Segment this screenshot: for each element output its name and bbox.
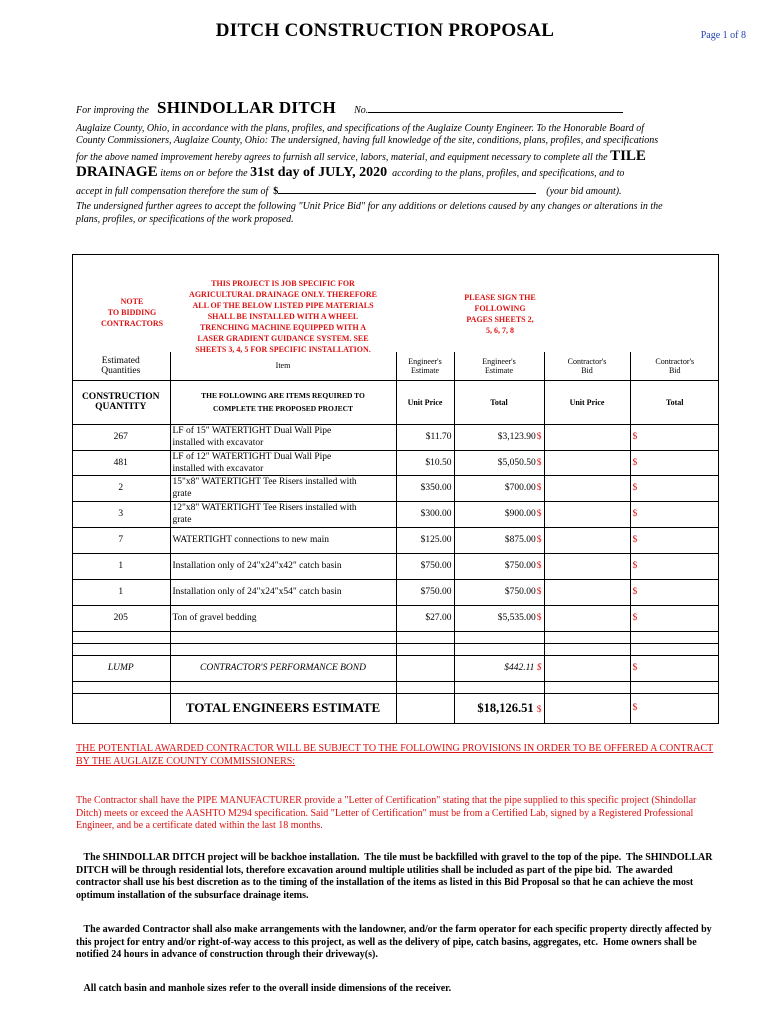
bond-contractor-total-dollar: $ xyxy=(632,663,638,673)
row-contractor-total[interactable] xyxy=(630,527,719,553)
row-total-value: $875.00 xyxy=(504,535,536,545)
header-estimated: Estimated Quantities xyxy=(72,352,170,380)
row-unit-price: $750.00 xyxy=(396,553,454,579)
sub-items-required: THE FOLLOWING ARE ITEMS REQUIRED TO COMPLETE THE PROPOSED PROJECT xyxy=(170,380,396,424)
according-text: according to the plans, profiles, and specifications, and to xyxy=(392,168,625,179)
row-contractor-total[interactable] xyxy=(630,553,719,579)
completion-date: 31st day of JULY, 2020 xyxy=(250,165,388,180)
intro-line-8: plans, profiles, or specifications of the work proposed. xyxy=(76,214,294,225)
row-total-value: $5,535.00 xyxy=(497,613,536,623)
table-row xyxy=(72,424,719,450)
table-row xyxy=(72,450,719,475)
tile-word: TILE xyxy=(610,148,646,164)
no-label: No. xyxy=(354,105,369,116)
page-title: DITCH CONSTRUCTION PROPOSAL xyxy=(215,20,555,41)
row-contractor-unit-cell[interactable] xyxy=(544,450,630,475)
header-item: Item xyxy=(170,352,396,380)
row-contractor-unit[interactable]: $ xyxy=(536,535,542,545)
provision-sizes: All catch basin and manhole sizes refer to the overall inside dimensions of the receiver. xyxy=(76,983,452,994)
subheader-row xyxy=(72,380,719,424)
row-contractor-unit[interactable]: $ xyxy=(536,561,542,571)
provisions-heading: THE POTENTIAL AWARDED CONTRACTOR WILL BE SUBJECT TO THE FOLLOWING PROVISIONS IN ORDER TO BE OFFERED A CONTRACT BY THE AUGLAIZE COUNTY COMMISSIONERS: xyxy=(76,743,714,767)
row-total-value: $3,123.90 xyxy=(497,432,536,442)
intro-line-7: The undersigned further agrees to accept the following "Unit Price Bid" for any additions or deletions caused by any changes or alterations in the xyxy=(76,201,663,212)
sub-contractor-total: Total xyxy=(630,380,719,424)
row-contractor-total[interactable] xyxy=(630,424,719,450)
header-engineer-estimate-1: Engineer's Estimate xyxy=(396,352,454,380)
row-quantity: 1 xyxy=(72,553,170,579)
row-contractor-total[interactable] xyxy=(630,475,719,501)
row-contractor-total-dollar: $ xyxy=(632,535,638,545)
row-total-value: $750.00 xyxy=(504,561,536,571)
total-contractor-total[interactable] xyxy=(630,693,719,723)
row-contractor-unit[interactable]: $ xyxy=(536,432,542,442)
header-row xyxy=(72,352,719,380)
row-unit-price: $27.00 xyxy=(396,605,454,631)
row-contractor-total[interactable] xyxy=(630,450,719,475)
row-contractor-unit[interactable]: $ xyxy=(536,483,542,493)
row-contractor-unit[interactable]: $ xyxy=(536,457,542,468)
for-improving-label: For improving the xyxy=(76,105,149,116)
intro-line-6 xyxy=(76,183,716,200)
row-contractor-total-dollar: $ xyxy=(632,509,638,519)
row-item: 15"x8" WATERTIGHT Tee Risers installed with grate xyxy=(170,475,396,501)
header-contractor-bid-1: Contractor's Bid xyxy=(544,352,630,380)
row-total-value: $750.00 xyxy=(504,587,536,597)
row-total xyxy=(454,527,544,553)
row-item: LF of 12" WATERTIGHT Dual Wall Pipe installed with excavator xyxy=(170,450,396,475)
row-total xyxy=(454,605,544,631)
row-quantity: 2 xyxy=(72,475,170,501)
row-item: LF of 15" WATERTIGHT Dual Wall Pipe installed with excavator xyxy=(170,424,396,450)
table-row xyxy=(72,475,719,501)
total-value: $18,126.51 xyxy=(477,700,534,715)
row-total xyxy=(454,579,544,605)
row-contractor-unit-cell[interactable] xyxy=(544,501,630,527)
bond-contractor-unit-cell[interactable] xyxy=(544,655,630,681)
intro-line-5 xyxy=(76,164,716,182)
row-quantity: 7 xyxy=(72,527,170,553)
sub-construction-quantity: CONSTRUCTION QUANTITY xyxy=(72,380,170,424)
row-total xyxy=(454,424,544,450)
row-total xyxy=(454,450,544,475)
bond-contractor-unit[interactable]: $ xyxy=(536,663,542,673)
row-contractor-unit-cell[interactable] xyxy=(544,527,630,553)
dollar-sign: $ xyxy=(273,186,279,197)
row-contractor-total[interactable] xyxy=(630,605,719,631)
total-row xyxy=(72,693,719,723)
header-contractor-bid-2: Contractor's Bid xyxy=(630,352,719,380)
row-contractor-unit[interactable]: $ xyxy=(536,587,542,597)
row-item: Installation only of 24"x24"x42" catch basin xyxy=(170,553,396,579)
bond-contractor-total[interactable] xyxy=(630,655,719,681)
table-row xyxy=(72,501,719,527)
bond-row xyxy=(72,655,719,681)
total-contractor-total-dollar: $ xyxy=(632,703,638,714)
your-bid-label: (your bid amount). xyxy=(546,186,622,197)
provision-backhoe: The SHINDOLLAR DITCH project will be backhoe installation. The tile must be backfilled with gravel to the top of the pipe. The SHINDOLLAR DITCH will be through residential lots, therefore excavation around multiple utilities shall be included as part of the pipe bid. The awarded contractor shall use his best discretion as to the timing of the installation of the items as listed in this Bid Proposal so that he can achieve the most optimum installation of the subsurface drainage items. xyxy=(76,852,715,901)
row-quantity: 1 xyxy=(72,579,170,605)
row-contractor-total-dollar: $ xyxy=(632,483,638,493)
bid-amount-field[interactable] xyxy=(278,183,536,194)
intro-line-2: Auglaize County, Ohio, in accordance with the plans, profiles, and specifications of the Auglaize County Engineer. To the Honorable Board of xyxy=(76,123,645,134)
empty-row xyxy=(72,643,719,655)
row-contractor-total-dollar: $ xyxy=(632,432,638,442)
row-contractor-unit-cell[interactable] xyxy=(544,424,630,450)
sub-total: Total xyxy=(454,380,544,424)
bond-item: CONTRACTOR'S PERFORMANCE BOND xyxy=(170,655,396,681)
row-quantity: 205 xyxy=(72,605,170,631)
row-unit-price: $10.50 xyxy=(396,450,454,475)
bond-total-value: $442.11 xyxy=(504,663,535,673)
row-unit-price: $125.00 xyxy=(396,527,454,553)
intro-line-4-text: for the above named improvement hereby agrees to furnish all service, labors, material, and equipment necessary to complete all the xyxy=(76,152,608,163)
row-total-value: $900.00 xyxy=(504,509,536,519)
row-unit-price: $300.00 xyxy=(396,501,454,527)
total-contractor-unit-cell[interactable] xyxy=(544,693,630,723)
row-contractor-unit-cell[interactable] xyxy=(544,475,630,501)
row-total-value: $700.00 xyxy=(504,483,536,493)
row-contractor-unit-cell[interactable] xyxy=(544,579,630,605)
total-value-cell xyxy=(454,693,544,723)
row-total xyxy=(454,501,544,527)
job-specific-note: THIS PROJECT IS JOB SPECIFIC FOR AGRICULTURAL DRAINAGE ONLY. THEREFORE ALL OF THE BELOW LISTED PIPE MATERIALS SHALL BE INSTALLED WITH A WHEEL TRENCHING MACHINE EQUIPPED WITH A LASER GRADIENT GUIDANCE SYSTEM. SEE SHEETS 3, 4, 5 FOR SPECIFIC INSTALLATION. xyxy=(189,279,377,354)
bid-table xyxy=(72,352,719,723)
bond-quantity: LUMP xyxy=(72,655,170,681)
items-before: items on or before the xyxy=(160,168,248,179)
row-total xyxy=(454,553,544,579)
table-row xyxy=(72,605,719,631)
page-number: Page 1 of 8 xyxy=(700,30,746,41)
row-quantity: 267 xyxy=(72,424,170,450)
table-row xyxy=(72,579,719,605)
sub-contractor-unit-price: Unit Price xyxy=(544,380,630,424)
intro-line-1 xyxy=(76,100,716,119)
sub-unit-price: Unit Price xyxy=(396,380,454,424)
provision-access: The awarded Contractor shall also make arrangements with the landowner, and/or the farm operator for each specific property directly affected by this project for entry and/or right-of-way access to this project, as well as the delivery of pipe, catch basins, aggregates, etc. Home owners shall be notified 24 hours in advance of construction through their driveway(s). xyxy=(76,924,715,960)
total-label: TOTAL ENGINEERS ESTIMATE xyxy=(170,693,396,723)
row-contractor-unit[interactable]: $ xyxy=(536,613,542,623)
row-quantity: 3 xyxy=(72,501,170,527)
row-contractor-unit-cell[interactable] xyxy=(544,605,630,631)
row-item: Installation only of 24"x24"x54" catch basin xyxy=(170,579,396,605)
accept-text: accept in full compensation therefore the sum of xyxy=(76,186,269,197)
empty-row xyxy=(72,681,719,693)
row-unit-price: $350.00 xyxy=(396,475,454,501)
row-contractor-total-dollar: $ xyxy=(632,457,638,468)
row-contractor-total-dollar: $ xyxy=(632,613,638,623)
row-contractor-total[interactable] xyxy=(630,579,719,605)
row-item: WATERTIGHT connections to new main xyxy=(170,527,396,553)
total-contractor-unit[interactable]: $ xyxy=(536,704,542,715)
row-contractor-unit[interactable]: $ xyxy=(536,509,542,519)
intro-line-3: County Commissioners, Auglaize County, Ohio: The undersigned, having full knowledge of the site, conditions, plans, profiles, and specifications xyxy=(76,135,659,146)
row-unit-price: $750.00 xyxy=(396,579,454,605)
drainage-word: DRAINAGE xyxy=(76,164,158,180)
row-total xyxy=(454,475,544,501)
header-engineer-estimate-2: Engineer's Estimate xyxy=(454,352,544,380)
row-item: Ton of gravel bedding xyxy=(170,605,396,631)
table-row xyxy=(72,553,719,579)
ditch-name: SHINDOLLAR DITCH xyxy=(156,98,337,117)
row-contractor-total-dollar: $ xyxy=(632,561,638,571)
row-contractor-total-dollar: $ xyxy=(632,587,638,597)
row-unit-price: $11.70 xyxy=(396,424,454,450)
table-row xyxy=(72,527,719,553)
provision-certification: The Contractor shall have the PIPE MANUFACTURER provide a "Letter of Certification" stating that the pipe supplied to this specific project (Shindollar Ditch) meets or exceed the AASHTO M294 specification. Said "Letter of Certification" must be from a Certified Lab, signed by a Registered Professional Engineer, and be a certificate dated within the last 18 months. xyxy=(76,795,697,831)
empty-row xyxy=(72,631,719,643)
no-field[interactable] xyxy=(368,102,623,113)
bond-total xyxy=(454,655,544,681)
row-item: 12"x8" WATERTIGHT Tee Risers installed with grate xyxy=(170,501,396,527)
row-quantity: 481 xyxy=(72,450,170,475)
row-contractor-total[interactable] xyxy=(630,501,719,527)
sign-pages-note: PLEASE SIGN THE FOLLOWING PAGES SHEETS 2, 5, 6, 7, 8 xyxy=(464,293,536,335)
row-contractor-unit-cell[interactable] xyxy=(544,553,630,579)
row-total-value: $5,050.50 xyxy=(497,457,536,468)
note-to-bidders: NOTE TO BIDDING CONTRACTORS xyxy=(100,297,164,328)
